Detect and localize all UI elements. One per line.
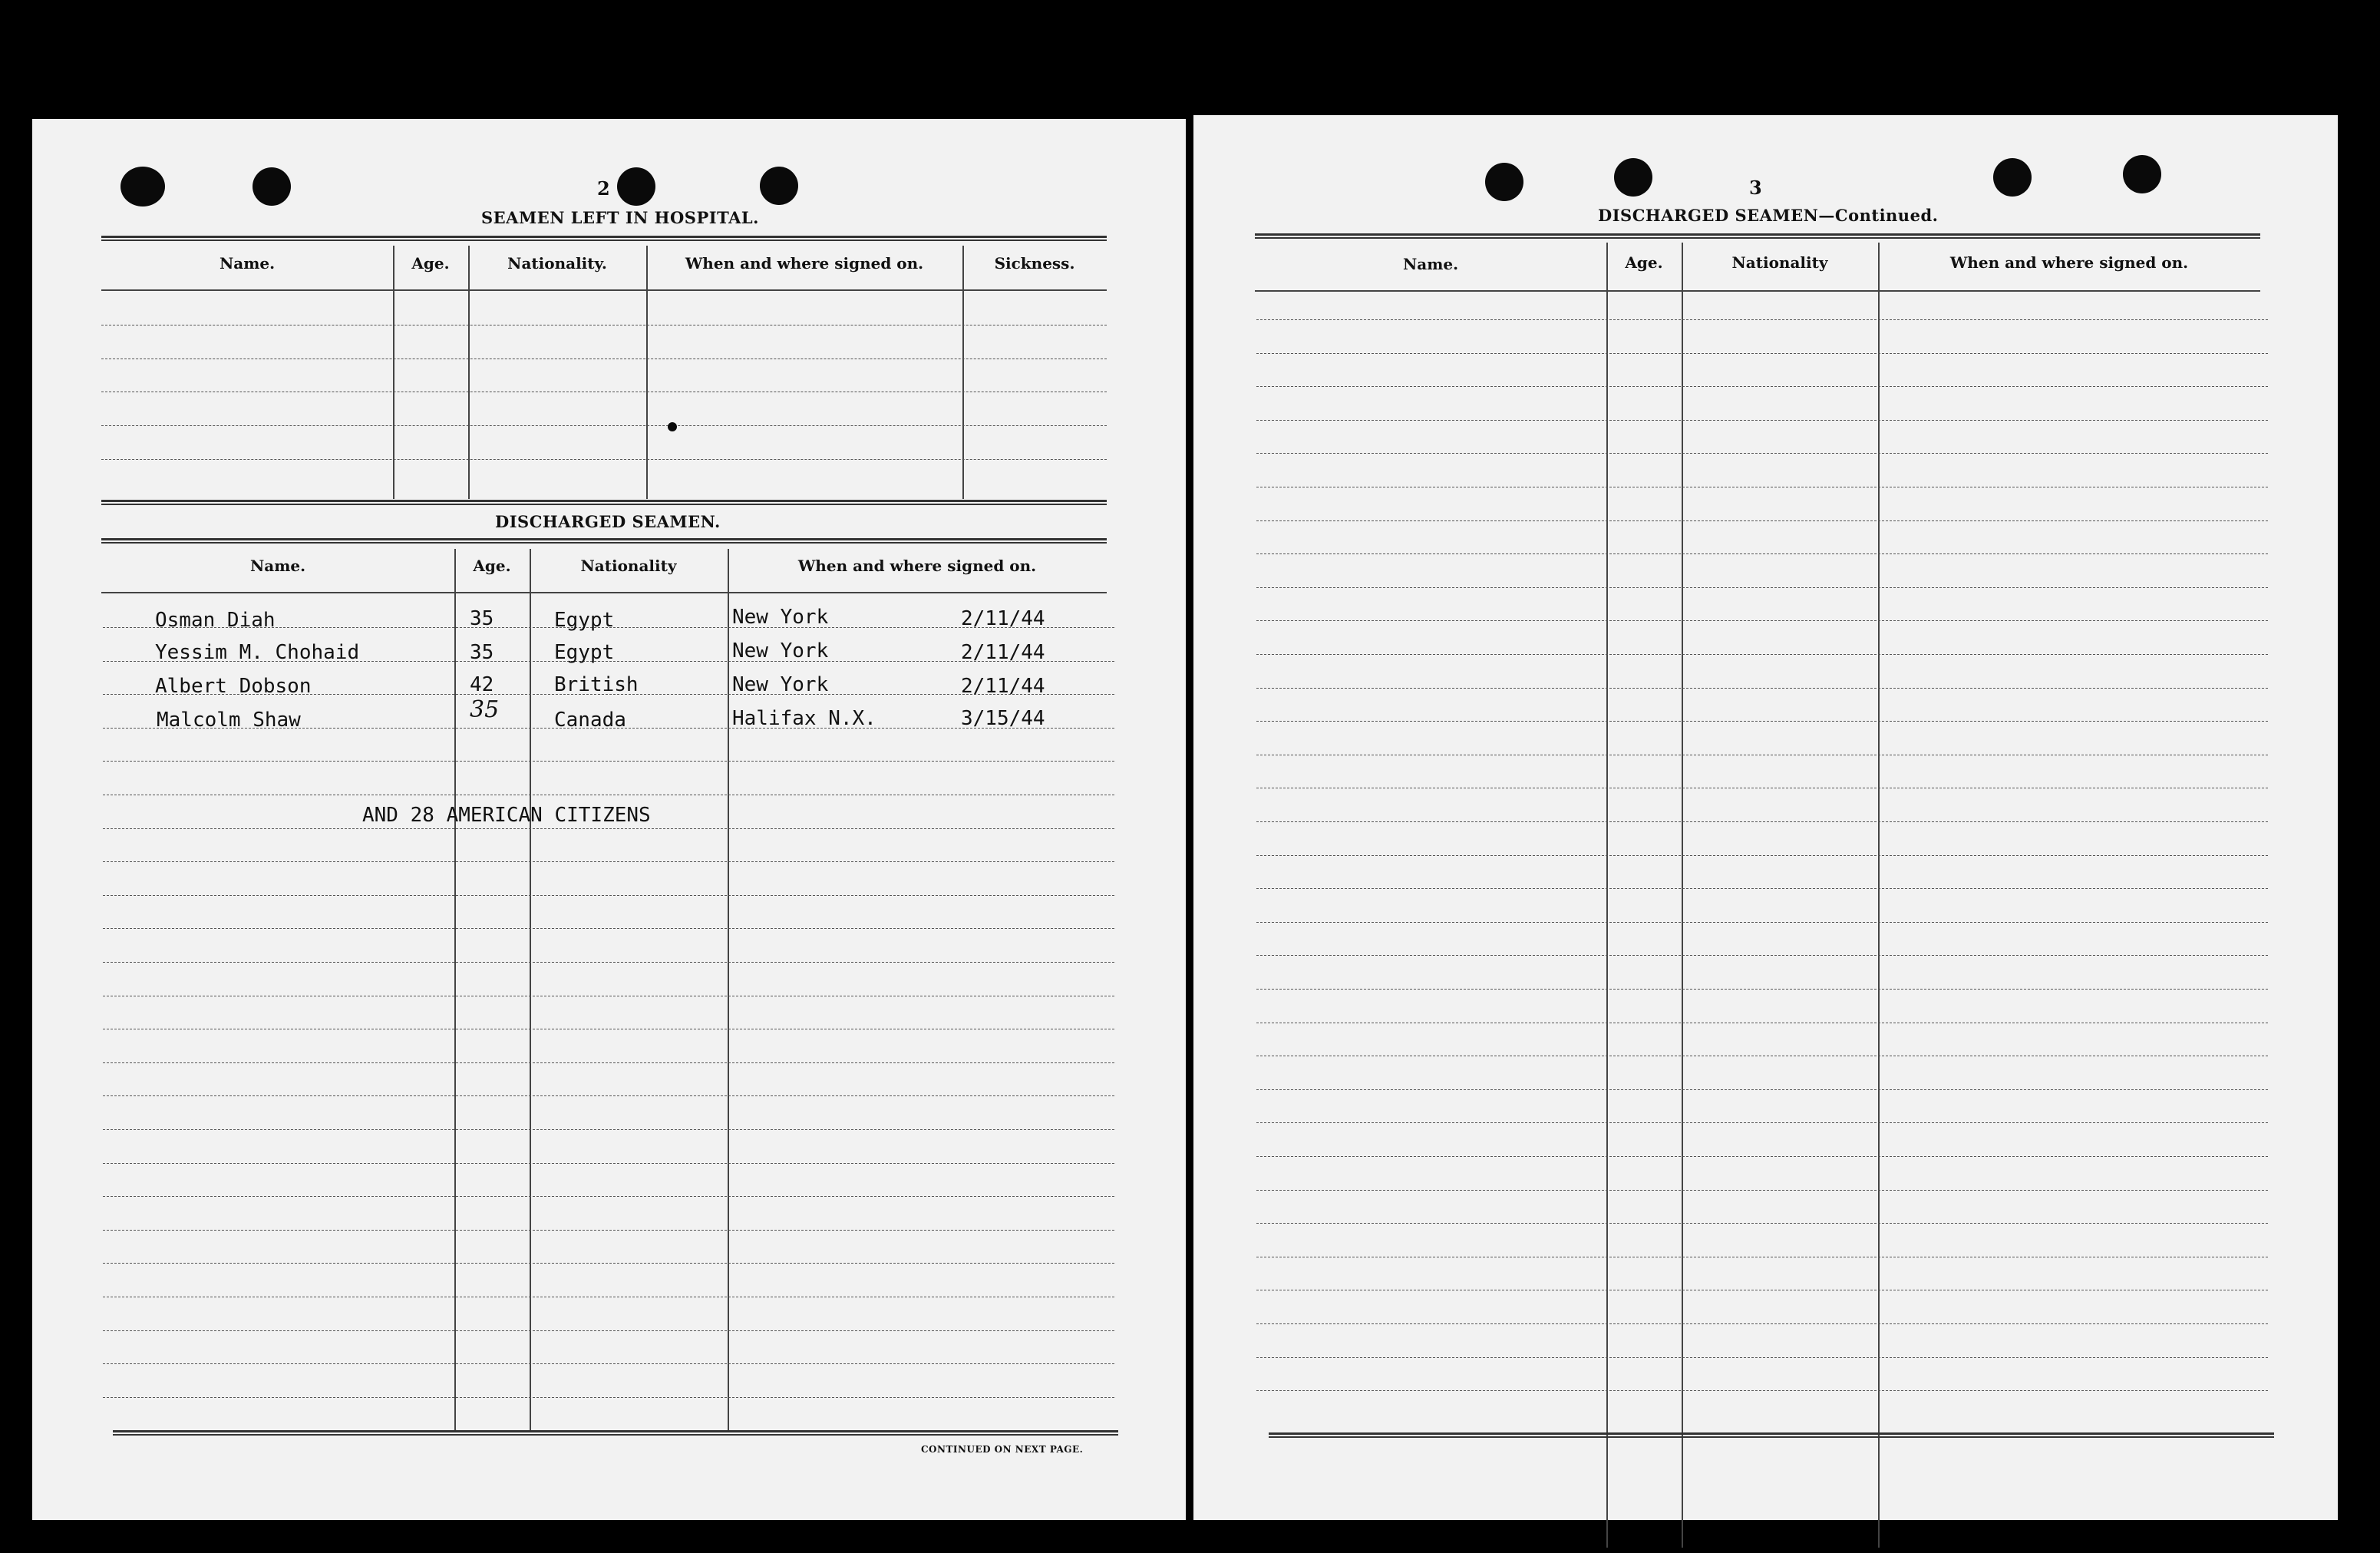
ruled-line <box>1256 989 2268 990</box>
ruled-line <box>1256 821 2268 822</box>
ruled-line <box>1256 553 2268 554</box>
ruled-line <box>1256 453 2268 454</box>
hospital-col-divider <box>646 246 648 499</box>
signed-on-place: New York <box>732 639 829 663</box>
right-page <box>1193 115 2338 1520</box>
seaman-nationality: Canada <box>554 709 626 732</box>
ruled-line <box>1256 855 2268 856</box>
ruled-line <box>1256 587 2268 588</box>
ruled-line <box>1256 386 2268 387</box>
hospital-header-rule <box>101 289 1107 291</box>
signed-on-date: 3/15/44 <box>961 707 1045 730</box>
ruled-line <box>1256 1190 2268 1191</box>
right-col-signed-on: When and where signed on. <box>1949 253 2189 272</box>
ruled-line <box>103 1095 1114 1096</box>
discharged-bottom-rule <box>113 1430 1118 1436</box>
ruled-line <box>1256 654 2268 655</box>
ruled-line <box>1256 955 2268 956</box>
ruled-line <box>103 928 1114 929</box>
hospital-section-title: SEAMEN LEFT IN HOSPITAL. <box>481 208 759 227</box>
right-header-rule <box>1255 290 2260 292</box>
ruled-line <box>1256 1156 2268 1157</box>
hospital-col-nationality: Nationality. <box>507 254 607 273</box>
ruled-line <box>103 1163 1114 1164</box>
ruled-line <box>103 1263 1114 1264</box>
ruled-line <box>103 761 1114 762</box>
ruled-line <box>1256 620 2268 621</box>
punch-hole <box>2123 155 2161 193</box>
hospital-bottom-rule <box>101 500 1107 505</box>
hospital-col-divider <box>468 246 470 499</box>
right-col-name: Name. <box>1402 255 1459 273</box>
discharged-col-divider <box>454 549 456 1432</box>
ruled-line <box>1256 1390 2268 1391</box>
hospital-col-name: Name. <box>219 254 276 273</box>
discharged-col-signed-on: When and where signed on. <box>797 557 1037 575</box>
signed-on-place: New York <box>732 606 829 629</box>
punch-hole <box>617 167 655 206</box>
ruled-line <box>1256 888 2268 889</box>
discharged-col-age: Age. <box>473 557 511 575</box>
seaman-nationality: Egypt <box>554 641 615 664</box>
discharged-top-rule <box>101 538 1107 544</box>
ruled-line <box>1256 922 2268 923</box>
ruled-line <box>1256 1089 2268 1090</box>
seaman-name: Osman Diah <box>155 609 276 632</box>
seaman-age: 35 <box>470 696 500 723</box>
hospital-top-rule <box>101 236 1107 241</box>
left-page <box>32 119 1186 1520</box>
ruled-line <box>1256 420 2268 421</box>
right-col-age: Age. <box>1625 253 1663 272</box>
signed-on-place: Halifax N.X. <box>732 707 876 730</box>
seaman-name: Yessim M. Chohaid <box>155 641 360 664</box>
discharged-col-nationality: Nationality <box>580 557 677 575</box>
ruled-line <box>103 828 1114 829</box>
ruled-line <box>1256 1357 2268 1358</box>
discharged-section-title: DISCHARGED SEAMEN. <box>495 512 721 531</box>
ruled-line <box>1256 1122 2268 1123</box>
ruled-line <box>103 962 1114 963</box>
ruled-line <box>1256 520 2268 521</box>
seaman-age: 42 <box>470 673 494 696</box>
hospital-row-line <box>101 459 1107 460</box>
signed-on-date: 2/11/44 <box>961 675 1045 698</box>
seaman-nationality: Egypt <box>554 609 615 632</box>
punch-hole <box>1993 158 2032 197</box>
seaman-age: 35 <box>470 641 494 664</box>
seaman-name: Malcolm Shaw <box>157 709 301 732</box>
ruled-line <box>1256 688 2268 689</box>
seaman-nationality: British <box>554 673 639 696</box>
ruled-line <box>103 1196 1114 1197</box>
ruled-line <box>103 861 1114 862</box>
seaman-age: 35 <box>470 607 494 630</box>
punch-hole <box>253 167 291 206</box>
page-number: 3 <box>1749 177 1762 199</box>
ruled-line <box>1256 721 2268 722</box>
page-number: 2 <box>597 177 610 200</box>
discharged-col-divider <box>728 549 729 1432</box>
discharged-col-name: Name. <box>249 557 306 575</box>
ink-spot <box>668 422 677 431</box>
ruled-line <box>1256 1323 2268 1324</box>
right-bottom-rule <box>1269 1432 2274 1438</box>
right-top-rule <box>1255 233 2260 239</box>
hospital-row-line <box>101 425 1107 426</box>
discharged-header-rule <box>101 592 1107 593</box>
ruled-line <box>1256 319 2268 320</box>
signed-on-date: 2/11/44 <box>961 641 1045 664</box>
seaman-name: Albert Dobson <box>155 675 312 698</box>
punch-hole <box>1485 163 1523 201</box>
discharged-continued-title: DISCHARGED SEAMEN—Continued. <box>1598 206 1939 225</box>
signed-on-place: New York <box>732 673 829 696</box>
right-col-divider <box>1682 243 1683 1548</box>
ruled-line <box>103 895 1114 896</box>
ruled-line <box>1256 353 2268 354</box>
hospital-col-age: Age. <box>411 254 450 273</box>
signed-on-date: 2/11/44 <box>961 607 1045 630</box>
right-col-nationality: Nationality <box>1731 253 1828 272</box>
american-citizens-note: AND 28 AMERICAN CITIZENS <box>362 804 651 827</box>
punch-hole <box>120 167 165 207</box>
punch-hole <box>760 167 798 205</box>
right-col-divider <box>1606 243 1608 1548</box>
ruled-line <box>103 1397 1114 1398</box>
ruled-line <box>103 1330 1114 1331</box>
hospital-col-sickness: Sickness. <box>994 254 1075 273</box>
punch-hole <box>1614 158 1652 197</box>
continued-footer: CONTINUED ON NEXT PAGE. <box>921 1444 1084 1455</box>
hospital-col-divider <box>962 246 964 499</box>
ruled-line <box>103 1363 1114 1364</box>
hospital-col-divider <box>393 246 394 499</box>
ruled-line <box>103 1129 1114 1130</box>
ruled-line <box>103 1230 1114 1231</box>
ruled-line <box>103 1062 1114 1063</box>
hospital-col-signed-on: When and where signed on. <box>685 254 924 273</box>
discharged-col-divider <box>530 549 531 1432</box>
right-col-divider <box>1878 243 1880 1548</box>
ruled-line <box>1256 1223 2268 1224</box>
